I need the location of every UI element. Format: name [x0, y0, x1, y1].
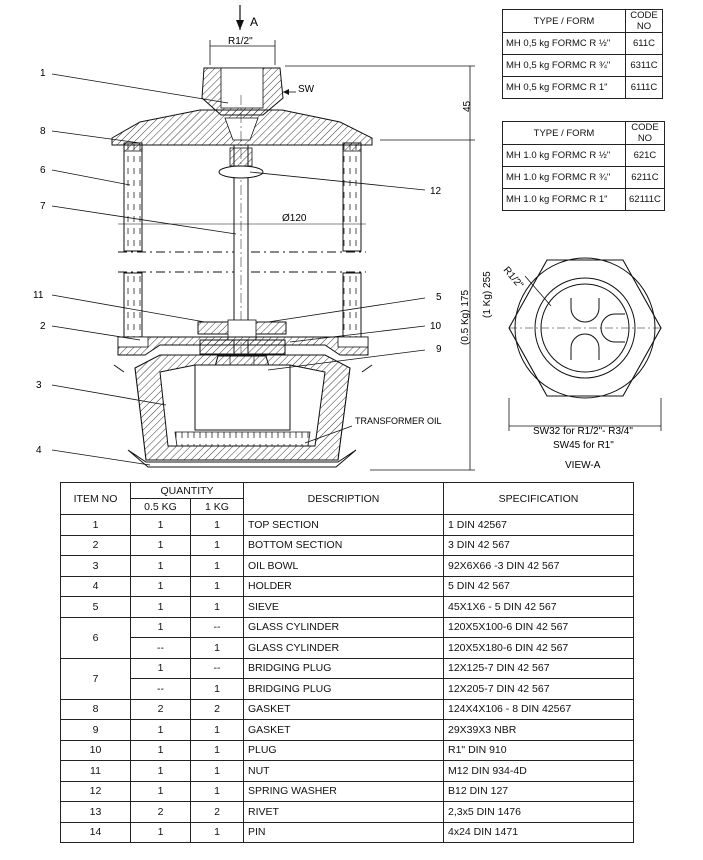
table-row: 14 1 1 PIN 4x24 DIN 1471: [61, 822, 634, 843]
callout-7: 7: [40, 201, 46, 212]
table-row: 12 1 1 SPRING WASHER B12 DIN 127: [61, 781, 634, 802]
header-q1: 1 KG: [191, 499, 244, 515]
header-quantity: QUANTITY: [131, 483, 244, 499]
view-a-sw-line1: SW32 for R1/2"- R3/4": [533, 426, 633, 437]
callout-3: 3: [36, 380, 42, 391]
sectional-drawing: [0, 0, 493, 480]
code-row: MH 1.0 kg FORMC R ¾" 6211C: [503, 167, 665, 189]
view-arrow: [236, 5, 244, 30]
header-q05: 0.5 KG: [131, 499, 191, 515]
code-table-header-type: TYPE / FORM: [503, 10, 626, 33]
glass-cylinder-right-lower: [343, 273, 361, 337]
table-row: 13 2 2 RIVET 2,3x5 DIN 1476: [61, 802, 634, 823]
glass-cylinder-left-upper: [124, 143, 142, 251]
code-row: MH 0,5 kg FORMC R ¾" 6311C: [503, 55, 663, 77]
code-row: MH 1.0 kg FORMC R ½" 621C: [503, 145, 665, 167]
code-table-header-code: CODE NO: [626, 122, 665, 145]
pin: [219, 166, 263, 178]
callout-8: 8: [40, 126, 46, 137]
callout-9: 9: [436, 344, 442, 355]
callout-10: 10: [430, 321, 442, 332]
sw-label: SW: [298, 84, 315, 95]
callout-12: 12: [430, 186, 442, 197]
view-a-hole-top: [571, 298, 599, 322]
table-row: 5 1 1 SIEVE 45X1X6 - 5 DIN 42 567: [61, 597, 634, 618]
code-table-header-type: TYPE / FORM: [503, 122, 626, 145]
header-item-no: ITEM NO: [61, 483, 131, 515]
table-row: -- 1 BRIDGING PLUG 12X205-7 DIN 42 567: [61, 679, 634, 700]
table-row: -- 1 GLASS CYLINDER 120X5X180-6 DIN 42 567: [61, 638, 634, 659]
table-row: 1 1 1 TOP SECTION 1 DIN 42567: [61, 515, 634, 536]
header-specification: SPECIFICATION: [444, 483, 634, 515]
table-row: 8 2 2 GASKET 124X4X106 - 8 DIN 42567: [61, 699, 634, 720]
plug: [200, 340, 285, 354]
view-a-title: VIEW-A: [565, 460, 601, 471]
dim-height-large: (1 Kg) 255: [482, 271, 493, 318]
code-row: MH 1.0 kg FORMC R 1" 62111C: [503, 189, 665, 211]
code-row: MH 0,5 kg FORMC R ½" 611C: [503, 33, 663, 55]
table-row: 4 1 1 HOLDER 5 DIN 42 567: [61, 576, 634, 597]
code-table-05kg: [502, 9, 663, 99]
parts-table: [60, 482, 634, 843]
table-row: 7 1 -- BRIDGING PLUG 12X125-7 DIN 42 567: [61, 658, 634, 679]
thread-label: R1/2": [228, 36, 253, 47]
table-row: 3 1 1 OIL BOWL 92X6X66 -3 DIN 42 567: [61, 556, 634, 577]
callout-2: 2: [40, 321, 46, 332]
view-a-drawing: [495, 248, 675, 473]
code-row: MH 0,5 kg FORMC R 1" 6111C: [503, 77, 663, 99]
callout-4: 4: [36, 445, 42, 456]
callout-6: 6: [40, 165, 46, 176]
glass-cylinder-left-lower: [124, 273, 142, 337]
view-a-sw-line2: SW45 for R1": [553, 440, 614, 451]
table-row: 10 1 1 PLUG R1" DIN 910: [61, 740, 634, 761]
dim-height-small: (0.5 Kg) 175: [460, 289, 471, 345]
header-description: DESCRIPTION: [244, 483, 444, 515]
callout-5: 5: [436, 292, 442, 303]
table-row: 11 1 1 NUT M12 DIN 934-4D: [61, 761, 634, 782]
view-arrow-label: A: [250, 15, 259, 29]
view-a-hole-bottom: [571, 334, 599, 360]
table-row: 9 1 1 GASKET 29X39X3 NBR: [61, 720, 634, 741]
table-row: 6 1 -- GLASS CYLINDER 120X5X100-6 DIN 42 567: [61, 617, 634, 638]
dim-45-label: 45: [462, 100, 473, 112]
dim-diameter: Ø120: [282, 213, 307, 224]
table-row: 2 1 1 BOTTOM SECTION 3 DIN 42 567: [61, 535, 634, 556]
callout-1: 1: [40, 68, 46, 79]
code-table-header-code: CODE NO: [626, 10, 663, 33]
glass-cylinder-right-upper: [343, 143, 361, 251]
view-a-thread-label: R1/2": [500, 264, 525, 291]
code-table-1kg: [502, 121, 665, 211]
transformer-oil-label: TRANSFORMER OIL: [355, 416, 442, 426]
callout-11: 11: [33, 290, 44, 301]
